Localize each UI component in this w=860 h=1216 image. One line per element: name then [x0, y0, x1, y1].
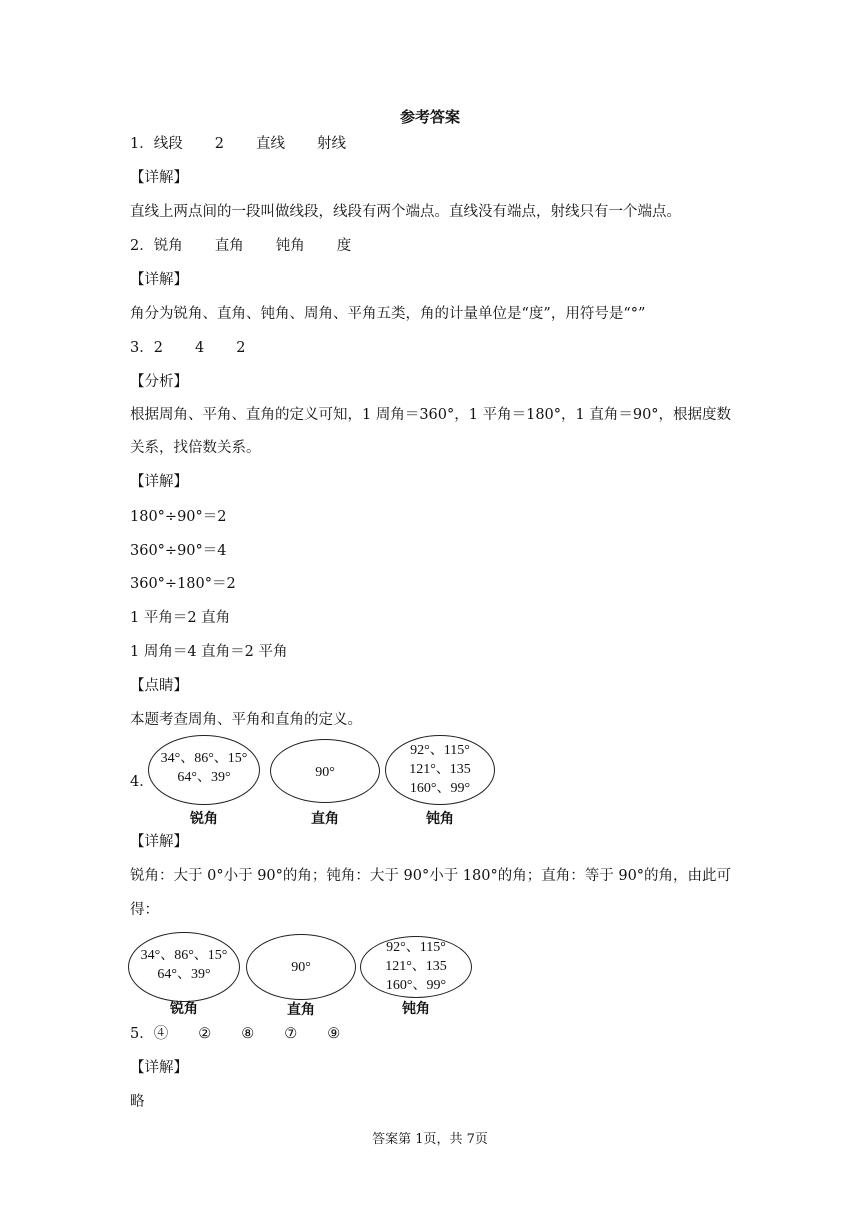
q2-answer: 度 [336, 238, 352, 254]
q3-comment-text: 本题考查周角、平角和直角的定义。 [130, 712, 362, 728]
q4-detail-label: 【详解】 [130, 834, 188, 850]
q3-number: 3． [130, 340, 154, 356]
right-caption: 直角 [287, 1002, 315, 1018]
q3-analysis-text: 关系，找倍数关系。 [130, 440, 261, 456]
right-caption: 直角 [311, 811, 339, 827]
q5-answer: ⑨ [327, 1026, 341, 1042]
obtuse-values-line: 121°、135 [385, 959, 447, 974]
obtuse-caption: 钝角 [426, 811, 454, 827]
q5-detail-label: 【详解】 [130, 1060, 188, 1076]
q3-detail-label: 【详解】 [130, 474, 188, 490]
acute-values-line: 34°、86°、15° [160, 751, 248, 766]
right-values-line: 90° [315, 765, 335, 780]
q5-number: 5． [130, 1026, 154, 1042]
obtuse-values-line: 121°、135 [409, 762, 471, 777]
obtuse-values-line: 160°、99° [409, 781, 471, 796]
q3-answer-line [130, 338, 245, 358]
q5-answer: ⑧ [241, 1026, 255, 1042]
q3-analysis-label: 【分析】 [130, 374, 188, 390]
q1-answer: 2 [214, 136, 224, 152]
q4-detail-text: 得： [130, 902, 159, 918]
q3-step: 360°÷180°＝2 [130, 576, 236, 592]
page-footer: 答案第 1页，共 7页 [372, 1132, 488, 1147]
obtuse-values-line: 92°、115° [410, 743, 470, 758]
obtuse-caption: 钝角 [402, 1001, 430, 1017]
q1-answer: 直线 [255, 136, 285, 152]
q3-step: 180°÷90°＝2 [130, 509, 227, 525]
q2-detail-label: 【详解】 [130, 272, 188, 288]
q2-detail-text: 角分为锐角、直角、钝角、周角、平角五类，角的计量单位是“度”，用符号是“°” [130, 306, 646, 322]
q3-answer: 2 [153, 340, 163, 356]
q3-step: 1 平角＝2 直角 [130, 610, 231, 626]
q5-answer: ② [198, 1026, 212, 1042]
acute-values-line: 34°、86°、15° [140, 948, 228, 963]
q1-answer: 射线 [316, 136, 346, 152]
q3-answer: 2 [236, 340, 246, 356]
q2-answer: 直角 [214, 238, 244, 254]
q1-detail-label: 【详解】 [130, 170, 188, 186]
acute-caption: 锐角 [170, 1001, 198, 1017]
right-values-line: 90° [291, 960, 311, 975]
q4-number: 4． [130, 774, 154, 790]
q5-answer: ④ [153, 1026, 169, 1042]
q1-answer-line [130, 134, 346, 154]
q5-answer-line [130, 1024, 340, 1044]
acute-caption: 锐角 [190, 811, 218, 827]
q5-answer: ⑦ [284, 1026, 298, 1042]
q1-detail-text: 直线上两点间的一段叫做线段，线段有两个端点。直线没有端点，射线只有一个端点。 [130, 204, 681, 220]
q2-number: 2． [130, 238, 154, 254]
acute-values-line: 64°、39° [177, 770, 231, 785]
q5-detail-text: 略 [130, 1094, 145, 1110]
q3-answer: 4 [194, 340, 205, 356]
q2-answer: 钝角 [275, 238, 305, 254]
q3-step: 1 周角＝4 直角＝2 平角 [130, 644, 288, 660]
page-title: 参考答案 [399, 108, 460, 126]
obtuse-values-line: 92°、115° [386, 940, 446, 955]
acute-values-line: 64°、39° [157, 967, 211, 982]
q3-analysis-text: 根据周角、平角、直角的定义可知，1 周角＝360°，1 平角＝180°，1 直角＝90°，根据度数 [130, 407, 732, 423]
q3-step: 360°÷90°＝4 [130, 543, 227, 559]
q2-answer: 锐角 [153, 238, 183, 254]
q4-detail-text: 锐角：大于 0°小于 90°的角；钝角：大于 90°小于 180°的角；直角：等于 90°的角，由此可 [130, 868, 732, 884]
q3-comment-label: 【点睛】 [130, 678, 188, 694]
q2-answer-line [130, 236, 351, 256]
obtuse-values-line: 160°、99° [385, 978, 447, 993]
q1-answer: 线段 [153, 136, 183, 152]
q1-number: 1． [130, 136, 154, 152]
